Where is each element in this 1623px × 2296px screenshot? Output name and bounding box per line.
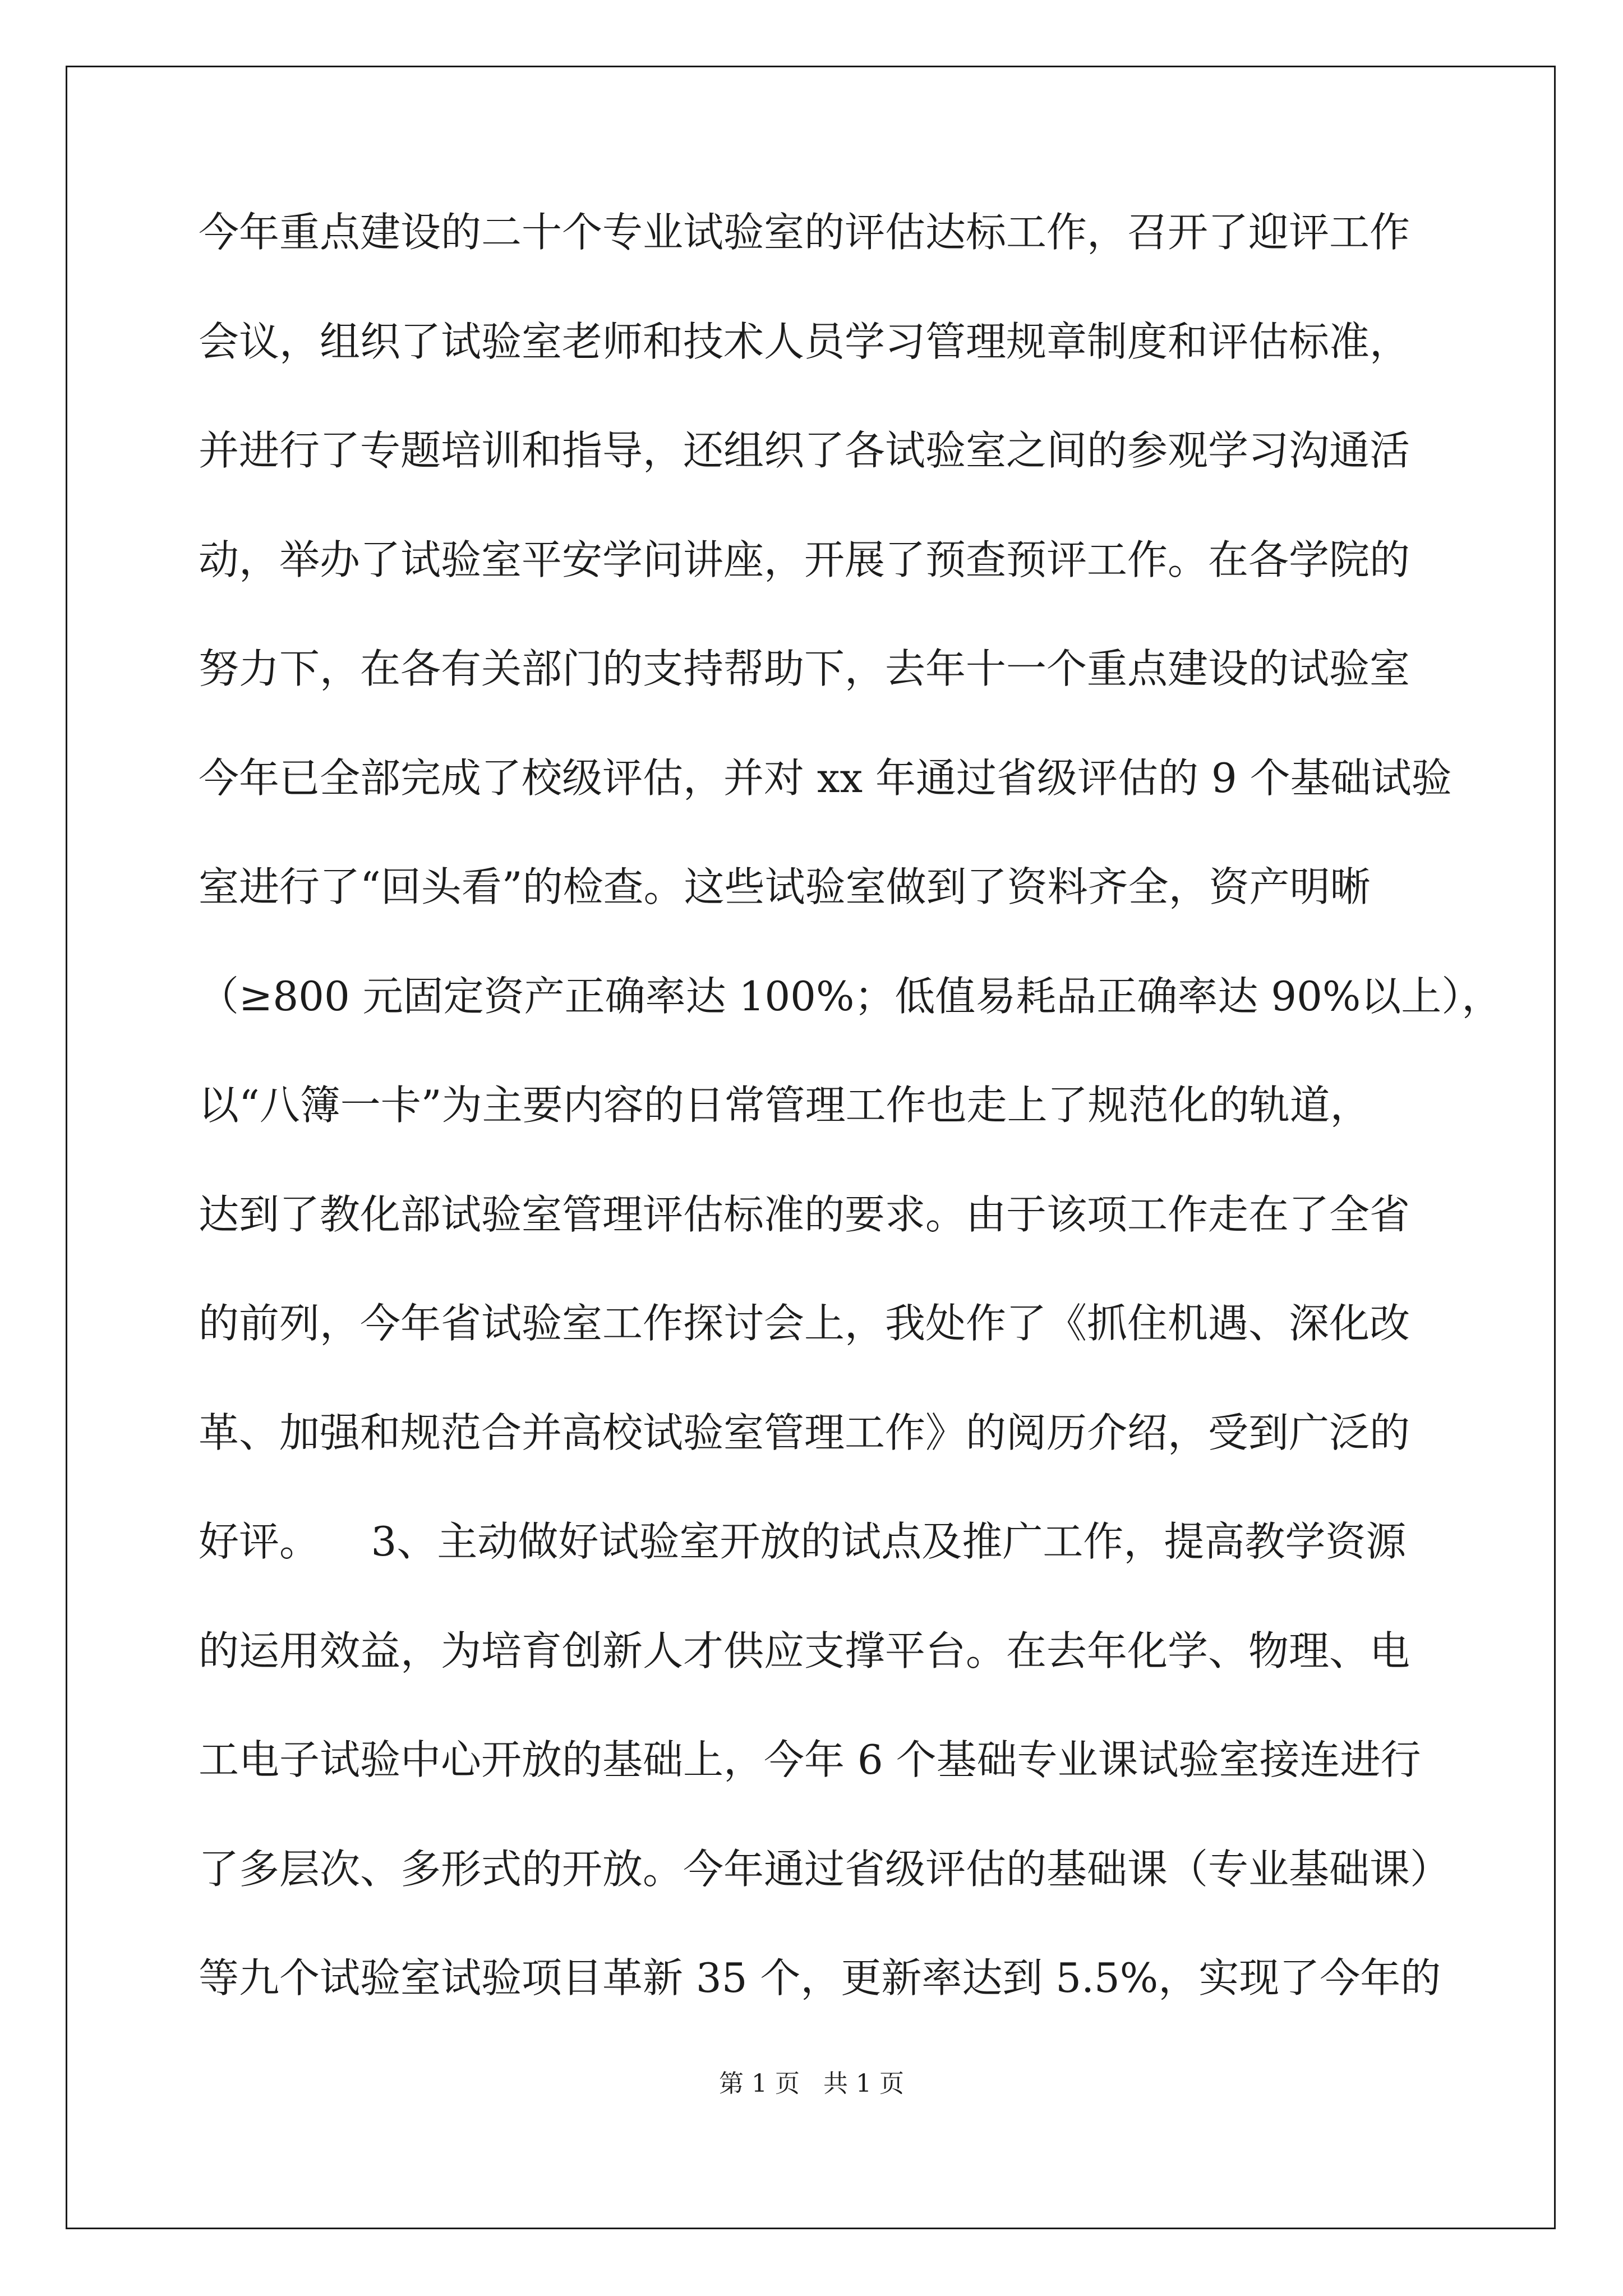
body-text-line: 的运用效益，为培育创新人才供应支撑平台。在去年化学、物理、电: [199, 1627, 1410, 1674]
body-text-line: 努力下，在各有关部门的支持帮助下，去年十一个重点建设的试验室: [199, 645, 1410, 692]
body-text-line: 的前列，今年省试验室工作探讨会上，我处作了《抓住机遇、深化改: [199, 1300, 1410, 1347]
body-text-line: 达到了教化部试验室管理评估标准的要求。由于该项工作走在了全省: [199, 1190, 1410, 1238]
body-text-line: 室进行了“回头看”的检查。这些试验室做到了资料齐全，资产明晰: [199, 863, 1371, 910]
body-text-line: 以“八簿一卡”为主要内容的日常管理工作也走上了规范化的轨道，: [199, 1082, 1371, 1129]
body-text-line: 动，举办了试验室平安学问讲座，开展了预查预评工作。在各学院的: [199, 536, 1410, 583]
body-text-line: 好评。 3、主动做好试验室开放的试点及推广工作，提高教学资源: [199, 1518, 1407, 1565]
body-text-line: 并进行了专题培训和指导，还组织了各试验室之间的参观学习沟通活: [199, 427, 1410, 474]
body-text-line: 今年已全部完成了校级评估，并对 xx 年通过省级评估的 9 个基础试验: [199, 754, 1452, 802]
document-body: [199, 209, 1502, 2065]
body-text-line: （≥800 元固定资产正确率达 100%；低值易耗品正确率达 90%以上），: [199, 972, 1502, 1020]
page-number-footer: 第 1 页 共 1 页: [719, 2069, 904, 2098]
body-text-line: 今年重点建设的二十个专业试验室的评估达标工作，召开了迎评工作: [199, 209, 1410, 256]
body-text-line: 了多层次、多形式的开放。今年通过省级评估的基础课（专业基础课）: [199, 1845, 1451, 1893]
body-text-line: 革、加强和规范合并高校试验室管理工作》的阅历介绍，受到广泛的: [199, 1409, 1410, 1456]
body-text-line: 会议，组织了试验室老师和技术人员学习管理规章制度和评估标准，: [199, 318, 1410, 365]
body-text-line: 等九个试验室试验项目革新 35 个，更新率达到 5.5%，实现了今年的: [199, 1954, 1441, 2001]
body-text-line: 工电子试验中心开放的基础上，今年 6 个基础专业课试验室接连进行: [199, 1736, 1421, 1783]
